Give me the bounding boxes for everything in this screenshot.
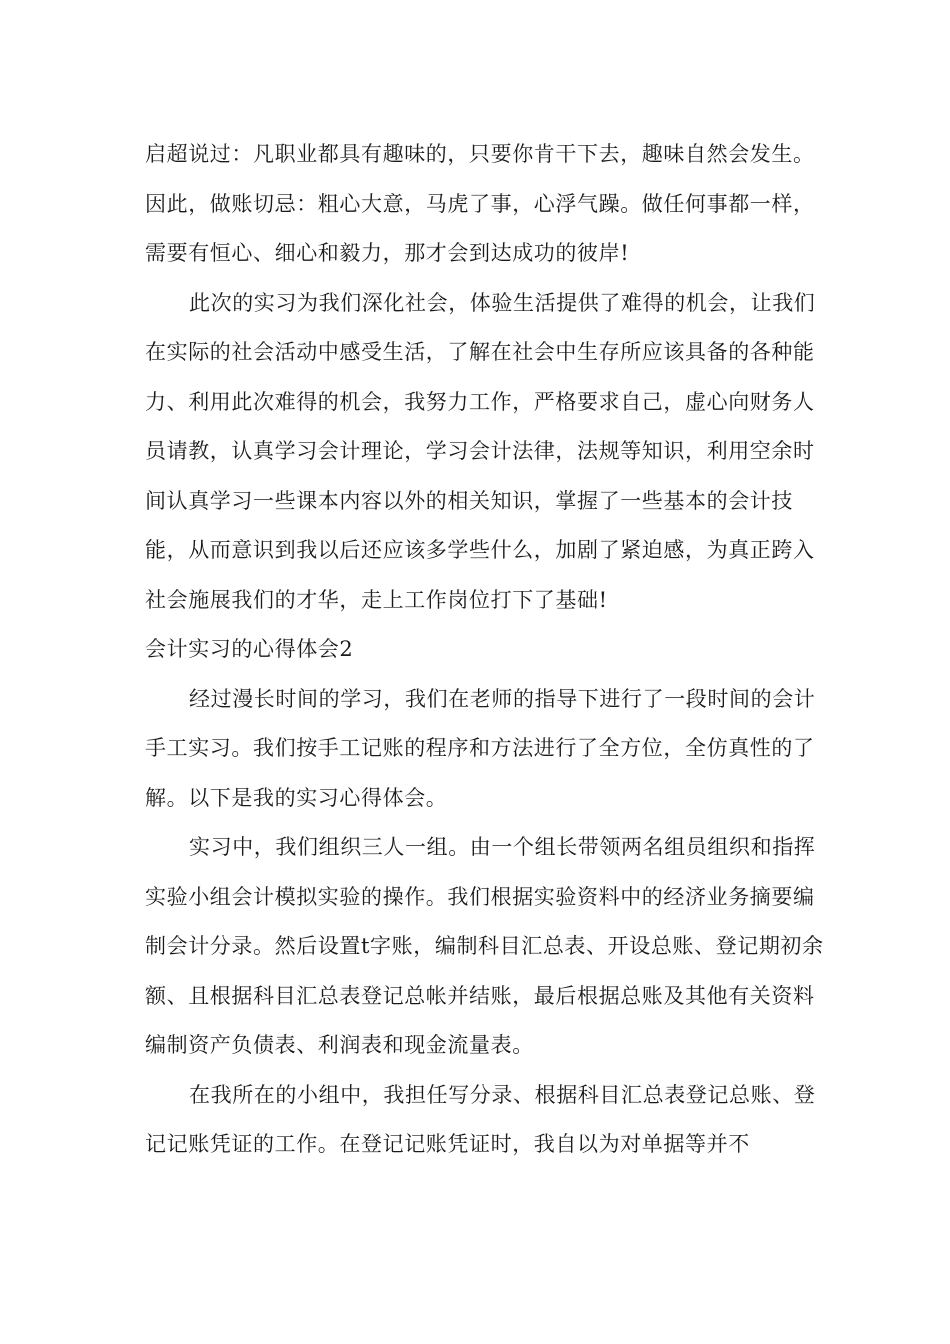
section-heading: 会计实习的心得体会2 (145, 637, 354, 661)
paragraph-group-organization: 实习中，我们组织三人一组。由一个组长带领两名组员组织和指挥实验小组会计模拟实验的操作。我们根据实验资料中的经济业务摘要编制会计分录。然后设置t字账，编制科目汇总表、开设总账、登记期初余额、且根据科目汇总表登记总帐并结账，最后根据总账及其他有关资料编制资产负债表、利润表和现金流量表。 (145, 835, 824, 1057)
paragraph-my-role: 在我所在的小组中，我担任写分录、根据科目汇总表登记总账、登记记账凭证的工作。在登记记账凭证时，我自以为对单据等并不 (145, 1082, 816, 1156)
paragraph-internship-opportunity: 此次的实习为我们深化社会，体验生活提供了难得的机会，让我们在实际的社会活动中感受生活，了解在社会中生存所应该具备的各种能力、利用此次难得的机会，我努力工作，严格要求自己，虚心向财务人员请教，认真学习会计理论，学习会计法律，法规等知识，利用空余时间认真学习一些课本内容以外的相关知识，掌握了一些基本的会计技能，从而意识到我以后还应该多学些什么，加剧了紧迫感，为真正跨入社会施展我们的才华，走上工作岗位打下了基础! (145, 290, 816, 612)
document-body (145, 130, 825, 1170)
paragraph-career-interest: 启超说过：凡职业都具有趣味的，只要你肯干下去，趣味自然会发生。因此，做账切忌：粗心大意，马虎了事，心浮气躁。做任何事都一样，需要有恒心、细心和毅力，那才会到达成功的彼岸! (145, 142, 815, 265)
paragraph-manual-accounting: 经过漫长时间的学习，我们在老师的指导下进行了一段时间的会计手工实习。我们按手工记账的程序和方法进行了全方位，全仿真性的了解。以下是我的实习心得体会。 (145, 686, 816, 810)
